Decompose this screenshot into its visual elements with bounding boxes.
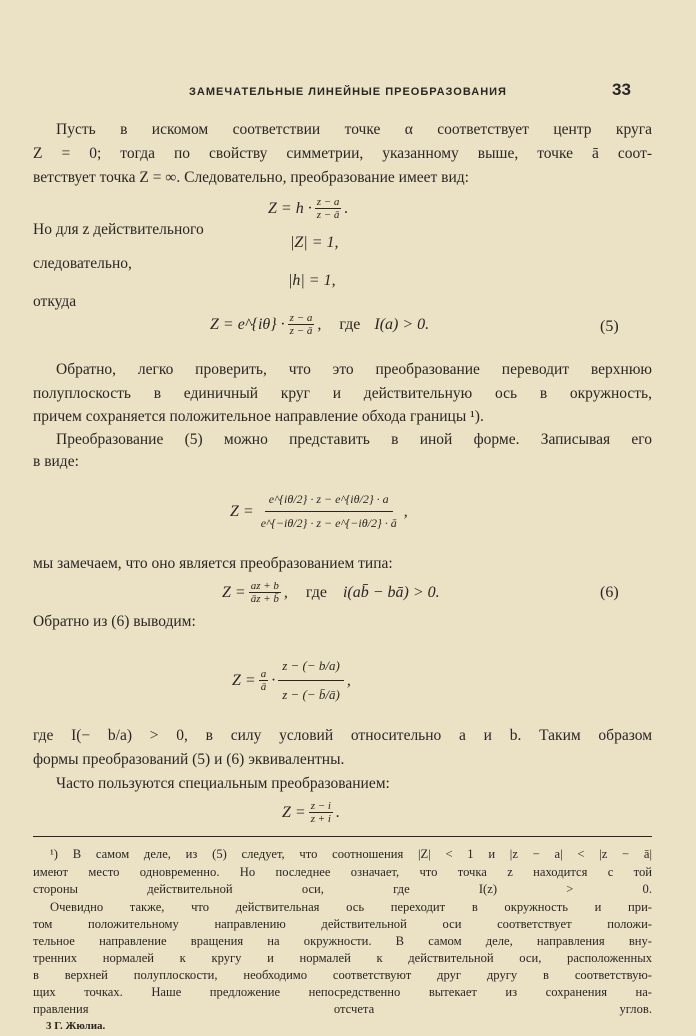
denominator: z − ā: [289, 325, 313, 337]
text-line: откуда: [33, 293, 77, 310]
equation-number: (5): [600, 318, 619, 335]
text-line: мы замечаем, что оно является преобразованием типа:: [33, 555, 393, 572]
paragraph-line: Пусть в искомом соответствии точке α соответствует центр круга: [56, 121, 652, 138]
eq-condition: I(a) > 0.: [374, 315, 430, 333]
paragraph-line: Z = 0; тогда по свойству симметрии, указанному выше, точке ā соот-: [33, 145, 652, 162]
page-number: 33: [612, 80, 631, 99]
equation-number: (6): [600, 584, 619, 601]
footnote-line: правления отсчета углов.: [33, 1002, 652, 1016]
equation-6: [222, 580, 440, 605]
numerator: z − i: [310, 800, 331, 812]
eq-lhs: Z =: [232, 671, 256, 689]
equation-exponential: [230, 488, 408, 535]
eq-tail: .: [344, 199, 349, 217]
paragraph-line: причем сохраняется положительное направление обхода границы ¹).: [33, 408, 484, 425]
text-line: Обратно из (6) выводим:: [33, 613, 196, 630]
footnote-line: Очевидно также, что действительная ось переходит в окружность и при-: [50, 900, 652, 914]
equation-absh: |h| = 1,: [288, 272, 336, 289]
eq-lhs: Z = e^{iθ} ·: [210, 315, 285, 333]
equation-5: [210, 312, 429, 337]
eq-tail: ,: [317, 315, 322, 333]
numerator: z − (− b/a): [278, 652, 344, 681]
footnote-line: тельное направление вращения на окружности. В самом деле, направления вну-: [33, 934, 652, 948]
paragraph-line: где I(− b/a) > 0, в силу условий относительно a и b. Таким образом: [33, 727, 652, 744]
paragraph-line: ветствует точка Z = ∞. Следовательно, преобразование имеет вид:: [33, 169, 469, 186]
eq-where: где: [305, 583, 327, 601]
footnote-line: стороны действительной оси, где I(z) > 0.: [33, 882, 652, 896]
equation-absZ: |Z| = 1,: [290, 234, 339, 251]
paragraph-line: полуплоскость в единичный круг и действительную ось в окружность,: [33, 385, 652, 402]
denominator: e^{−iθ/2} · z − e^{−iθ/2} · ā: [260, 516, 397, 530]
eq-lhs: Z =: [282, 803, 306, 821]
footnote-line: имеют место одновременно. Но последнее означает, что точка z находится с той: [33, 865, 652, 879]
eq-tail: ,: [283, 583, 288, 601]
footnote-line: тренних нормалей к кругу и нормалей к действительной оси, расположенных: [33, 951, 652, 965]
eq-tail: ,: [346, 671, 351, 689]
numerator: az + b: [250, 580, 279, 592]
numerator: a: [260, 668, 267, 680]
eq-condition: i(ab̄ − bā) > 0.: [342, 583, 440, 601]
footnote-line: том положительному направлению действительной оси соответствует положи-: [33, 917, 652, 931]
equation-special: [282, 800, 340, 825]
text-line: Но для z действительного: [33, 221, 204, 238]
equation-inverse: Z = $\frac{a}{ā}$ · $\frac{z - (- b/a)}{z - (- b̄/ā)}$ ,: [232, 652, 351, 709]
fraction: [259, 668, 269, 693]
denominator: z + i: [310, 813, 331, 825]
fraction: [309, 800, 333, 825]
eq-tail: ,: [403, 502, 408, 520]
fraction: [288, 312, 315, 337]
eq-where: где: [339, 315, 361, 333]
footnote-line: ¹) В самом деле, из (5) следует, что соотношения |Z| < 1 и |z − a| < |z − ā|: [50, 847, 652, 861]
denominator: z − (− b̄/ā): [282, 687, 340, 702]
denominator: z − ā: [316, 209, 340, 221]
fraction: [278, 652, 344, 709]
eq-lhs: Z =: [230, 502, 254, 520]
eq-lhs: Z = h ·: [268, 199, 312, 217]
paragraph-line: формы преобразований (5) и (6) эквивалентны.: [33, 751, 345, 768]
denominator: ā: [260, 681, 267, 693]
paragraph-line: Обратно, легко проверить, что это преобразование переводит верхнюю: [56, 361, 652, 378]
eq-tail: .: [335, 803, 340, 821]
paragraph-line: Часто пользуются специальным преобразованием:: [56, 775, 390, 792]
text-line: следовательно,: [33, 255, 132, 272]
footnote-divider: [33, 836, 652, 837]
paragraph-line: Преобразование (5) можно представить в иной форме. Записывая его: [56, 431, 652, 448]
running-title: ЗАМЕЧАТЕЛЬНЫЕ ЛИНЕЙНЫЕ ПРЕОБРАЗОВАНИЯ: [189, 86, 507, 98]
fraction: [249, 580, 281, 605]
paragraph-line: в виде:: [33, 453, 79, 470]
numerator: z − a: [289, 312, 313, 324]
numerator: e^{iθ/2} · z − e^{iθ/2} · a: [265, 488, 393, 512]
numerator: z − a: [316, 196, 340, 208]
signature-mark: 3 Г. Жюлиа.: [46, 1020, 106, 1032]
eq-lhs: Z =: [222, 583, 246, 601]
footnote-line: щих точках. Наше предложение непосредственно вытекает из сохранения на-: [33, 985, 652, 999]
denominator: āz + b̄: [250, 593, 279, 605]
footnote-line: в верхней полуплоскости, необходимо соответствуют друг другу в соответствую-: [33, 968, 652, 982]
fraction: [257, 488, 401, 535]
